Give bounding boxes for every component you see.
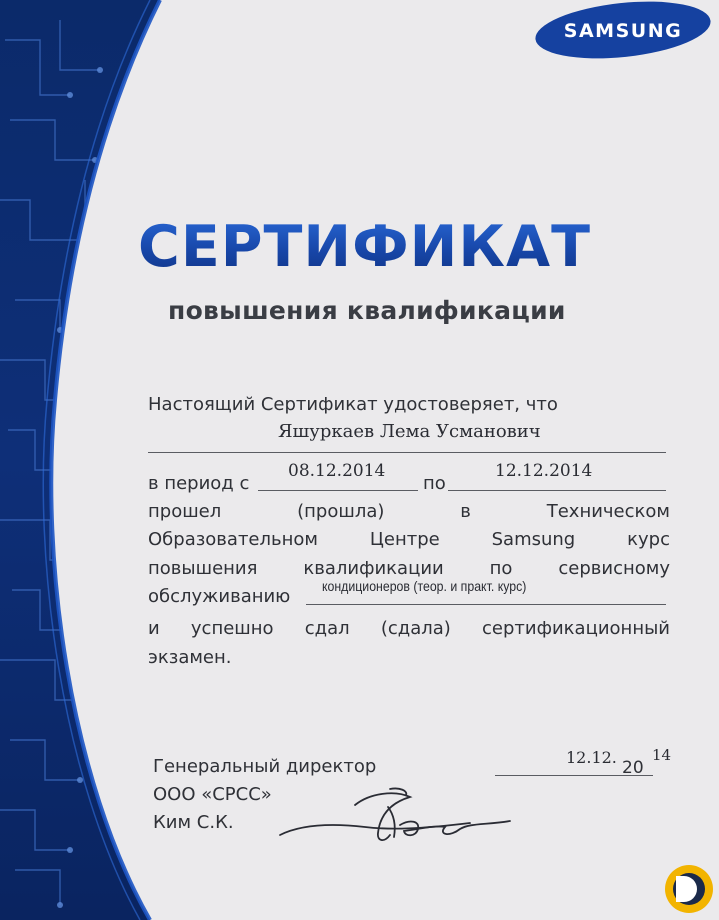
date-century: 20 <box>622 758 644 778</box>
course-name: кондиционеров (теор. и практ. курс) <box>322 578 527 594</box>
date-year: 14 <box>652 746 672 764</box>
signatory-company: ООО «СРСС» <box>153 784 272 805</box>
intro-text: Настоящий Сертификат удостоверяет, что <box>148 394 558 415</box>
body-line-3: повышения квалификации по сервисному <box>148 558 670 579</box>
certificate-subtitle: повышения квалификации <box>168 296 566 325</box>
body-line-2: Образовательном Центре Samsung курс <box>148 529 670 550</box>
watermark-logo <box>662 862 717 917</box>
period-from-date: 08.12.2014 <box>288 461 386 481</box>
body-line-5: и успешно сдал (сдала) сертификационный <box>148 618 670 639</box>
body-line-1: прошел (прошла) в Техническом <box>148 501 670 522</box>
director-signature <box>270 785 530 855</box>
name-underline <box>148 452 666 453</box>
period-from-underline <box>258 490 418 491</box>
period-to-underline <box>448 490 666 491</box>
certificate-title: СЕРТИФИКАТ <box>138 212 668 282</box>
period-to-date: 12.12.2014 <box>495 461 593 481</box>
signatory-name: Ким С.К. <box>153 812 234 833</box>
period-to-label: по <box>423 473 446 494</box>
course-underline <box>306 604 666 605</box>
period-from-label: в период с <box>148 473 250 494</box>
samsung-logo <box>533 0 713 60</box>
date-day-month: 12.12. <box>566 748 617 767</box>
signatory-position: Генеральный директор <box>153 756 377 777</box>
body-line-6: экзамен. <box>148 647 232 668</box>
samsung-logo-text: SAMSUNG <box>563 20 683 42</box>
recipient-name: Яшуркаев Лема Усманович <box>278 421 541 442</box>
service-label: обслуживанию <box>148 586 291 607</box>
date-underline <box>495 775 653 776</box>
